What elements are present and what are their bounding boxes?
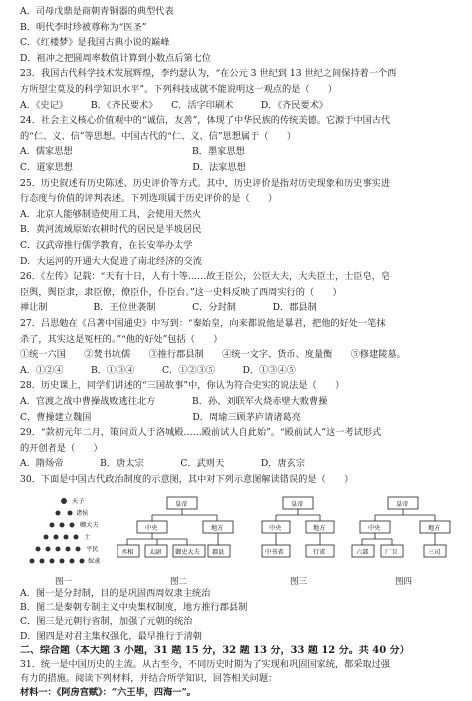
text-line: B．黄河流域原始农耕时代的居民是半坡居民 xyxy=(20,224,202,236)
fig2-label: 中央 xyxy=(145,525,158,532)
text-line: C．《红楼梦》是我国古典小说的巅峰 xyxy=(20,37,170,49)
text-line: 杀了，其实这是冤枉的。”“他的好处”包括（ ） xyxy=(20,333,223,345)
fig3-label: 中书省 xyxy=(265,549,284,556)
fig2-label: 丞相 xyxy=(121,549,134,556)
diagram-fig1 xyxy=(22,495,107,570)
fig2-label: 御史大夫 xyxy=(175,549,200,556)
text-line: 28．历史课上，同学们讲述的“三国故事”中，你认为符合史实的说法是（ ） xyxy=(20,380,345,392)
text-line: C．汉武帝推行儒学教育，在长安举办太学 xyxy=(20,240,193,251)
fig4-label: 三司 xyxy=(428,549,441,556)
text-line: 有力的措施。阅读下列材料，并结合所学知识，回答相关问题： xyxy=(20,673,278,685)
fig4-label: 地方 xyxy=(428,525,441,532)
fig4-label: 六部 xyxy=(356,549,369,556)
text-line: A．图一是分封制，目的是巩固西周奴隶主统治 xyxy=(20,588,211,599)
fig4-label: 中央 xyxy=(368,525,381,532)
text-line: A．《史记》 B．《齐民要术》 C．活字印刷术 D．《齐民要术》 xyxy=(20,99,328,111)
figure-caption: 图四 xyxy=(395,577,413,587)
fig1-label: 平民 xyxy=(86,546,99,553)
text-line: 23．我国古代科学技术发展辉煌，李约瑟认为，“在公元 3 世纪到 13 世纪之间保持着一个西 xyxy=(20,68,397,80)
text-line: A．北京人能够制造使用工具，会使用天然火 xyxy=(20,208,202,220)
fig1-label: 士 xyxy=(84,534,91,541)
text-line: D．祖冲之把圆周率数值计算到小数点后第七位 xyxy=(20,52,212,64)
text-line: B．图二是秦朝专制主义中央集权制度，地方推行郡县制 xyxy=(20,602,248,614)
text-line: 31．统一是中国历史的主流。从古至今，不同历史时期为了实现和巩固国家统，都采取过强 xyxy=(20,659,391,670)
text-line: 25．历史叙述有历史陈述、历史评价等方式。其中，历史评价是指对历史现象和历史事实进 xyxy=(20,177,391,189)
text-line: D．图四是对君主集权强化，最早推行于清朝 xyxy=(20,630,202,642)
text-line: 行态度与价值的评判表述。下列选项属于历史评价的是（ ） xyxy=(20,193,278,205)
text-line: 30．下面是中国古代政治制度的示意图，其中对下列示意图解读错误的是（ ） xyxy=(20,474,354,485)
text-line: 27．吕思勉在《吕著中国通史》中写到：“秦始皇，向来都说他是暴君，把他的好处一笔抹 xyxy=(20,318,386,329)
text-line: 的“仁、义、信”等思想。中国古代的“仁、义、信”思想属于（ ） xyxy=(20,130,297,142)
fig3-label: 行省 xyxy=(313,549,326,556)
fig1-label: 天子 xyxy=(72,498,85,505)
fig4-label: 皇帝 xyxy=(396,501,409,508)
text-line: A．司母戊鼎是商朝青铜器的典型代表 xyxy=(20,6,174,17)
figure-caption: 图三 xyxy=(290,577,308,587)
section-heading: 二、综合题（本大题 3 小题，31 题 15 分，32 题 13 分，33 题 12 分。共 40 分） xyxy=(20,644,410,656)
text-line: ①统一六国 ②焚书坑儒 ③推行郡县制 ④统一文字、货币、度量衡 ⑤修建陵墓。 xyxy=(20,349,406,361)
diagram-fig4 xyxy=(350,495,455,570)
text-line: D．大运河的开通大大促进了南北经济的交流 xyxy=(20,255,202,267)
fig2-label: 郡县 xyxy=(212,549,225,556)
text-line: 26．《左传》记载：“天有十日，人有十等……故王臣公，公臣大夫，大夫臣士，士臣皂，皂 xyxy=(20,271,391,283)
text-line: C．图三是元朝行省制，加强了元朝的统治 xyxy=(20,616,193,628)
text-line: 臣舆，舆臣隶，隶臣僚，僚臣仆，仆臣台。”这一史料反映了西周实行的（ ） xyxy=(20,286,342,298)
fig2-label: 地方 xyxy=(211,525,224,532)
material-line: 材料一：《阿房宫赋》：“六王毕，四海一”。 xyxy=(20,687,196,699)
diagram-fig3 xyxy=(258,495,338,570)
diagram-fig2 xyxy=(117,495,247,570)
text-line: A．①②④ B．①③④ C．①②③⑤ D．①③④⑤ xyxy=(20,364,296,376)
text-line: A．官渡之战中曹操战败逃往北方 B．孙、刘联军火烧赤壁大败曹操 xyxy=(20,396,328,407)
text-line: C．曹操建立魏国 D．周瑜三顾茅庐请诸葛亮 xyxy=(20,411,301,423)
text-line: B．明代李时珍被尊称为“医圣” xyxy=(20,21,147,33)
fig4-label: 厂卫 xyxy=(385,549,398,556)
figure-caption: 图二 xyxy=(170,577,188,587)
text-line: 的开创者是（ ） xyxy=(20,442,103,454)
text-line: 方所望尘莫及的科学知识水平”。下列科技成就不能说明这一观点的是（ ） xyxy=(20,84,338,95)
fig2-label: 太尉 xyxy=(149,549,162,556)
text-line: 24．社会主义核心价值观中的“诚信，友善”，体现了中华民族的传统美德。它源于中国古代 xyxy=(20,115,391,127)
text-line: 禅让制 B．王位世袭制 C．分封制 D．郡县制 xyxy=(20,302,317,314)
fig3-label: 地方 xyxy=(313,525,326,532)
text-line: A．儒家思想 B．墨家思想 xyxy=(20,146,245,158)
text-line: A．隋炀帝 B．唐太宗 C．武则天 D．唐玄宗 xyxy=(20,458,306,470)
text-line: 29．“款初元年二月，策问贡人于洛城殿……殿前试人自此始”。“殿前试人”这一考试形式 xyxy=(20,427,382,439)
fig1-label: 诸侯 xyxy=(76,510,89,517)
fig3-label: 中央 xyxy=(269,525,282,532)
fig1-label: 卿大夫 xyxy=(80,522,99,529)
text-line: C．道家思想 D．法家思想 xyxy=(20,162,246,173)
fig2-label: 皇帝 xyxy=(175,501,188,508)
fig3-label: 皇帝 xyxy=(291,501,304,508)
figure-caption: 图一 xyxy=(55,577,73,587)
fig1-label: 奴隶 xyxy=(88,558,101,565)
